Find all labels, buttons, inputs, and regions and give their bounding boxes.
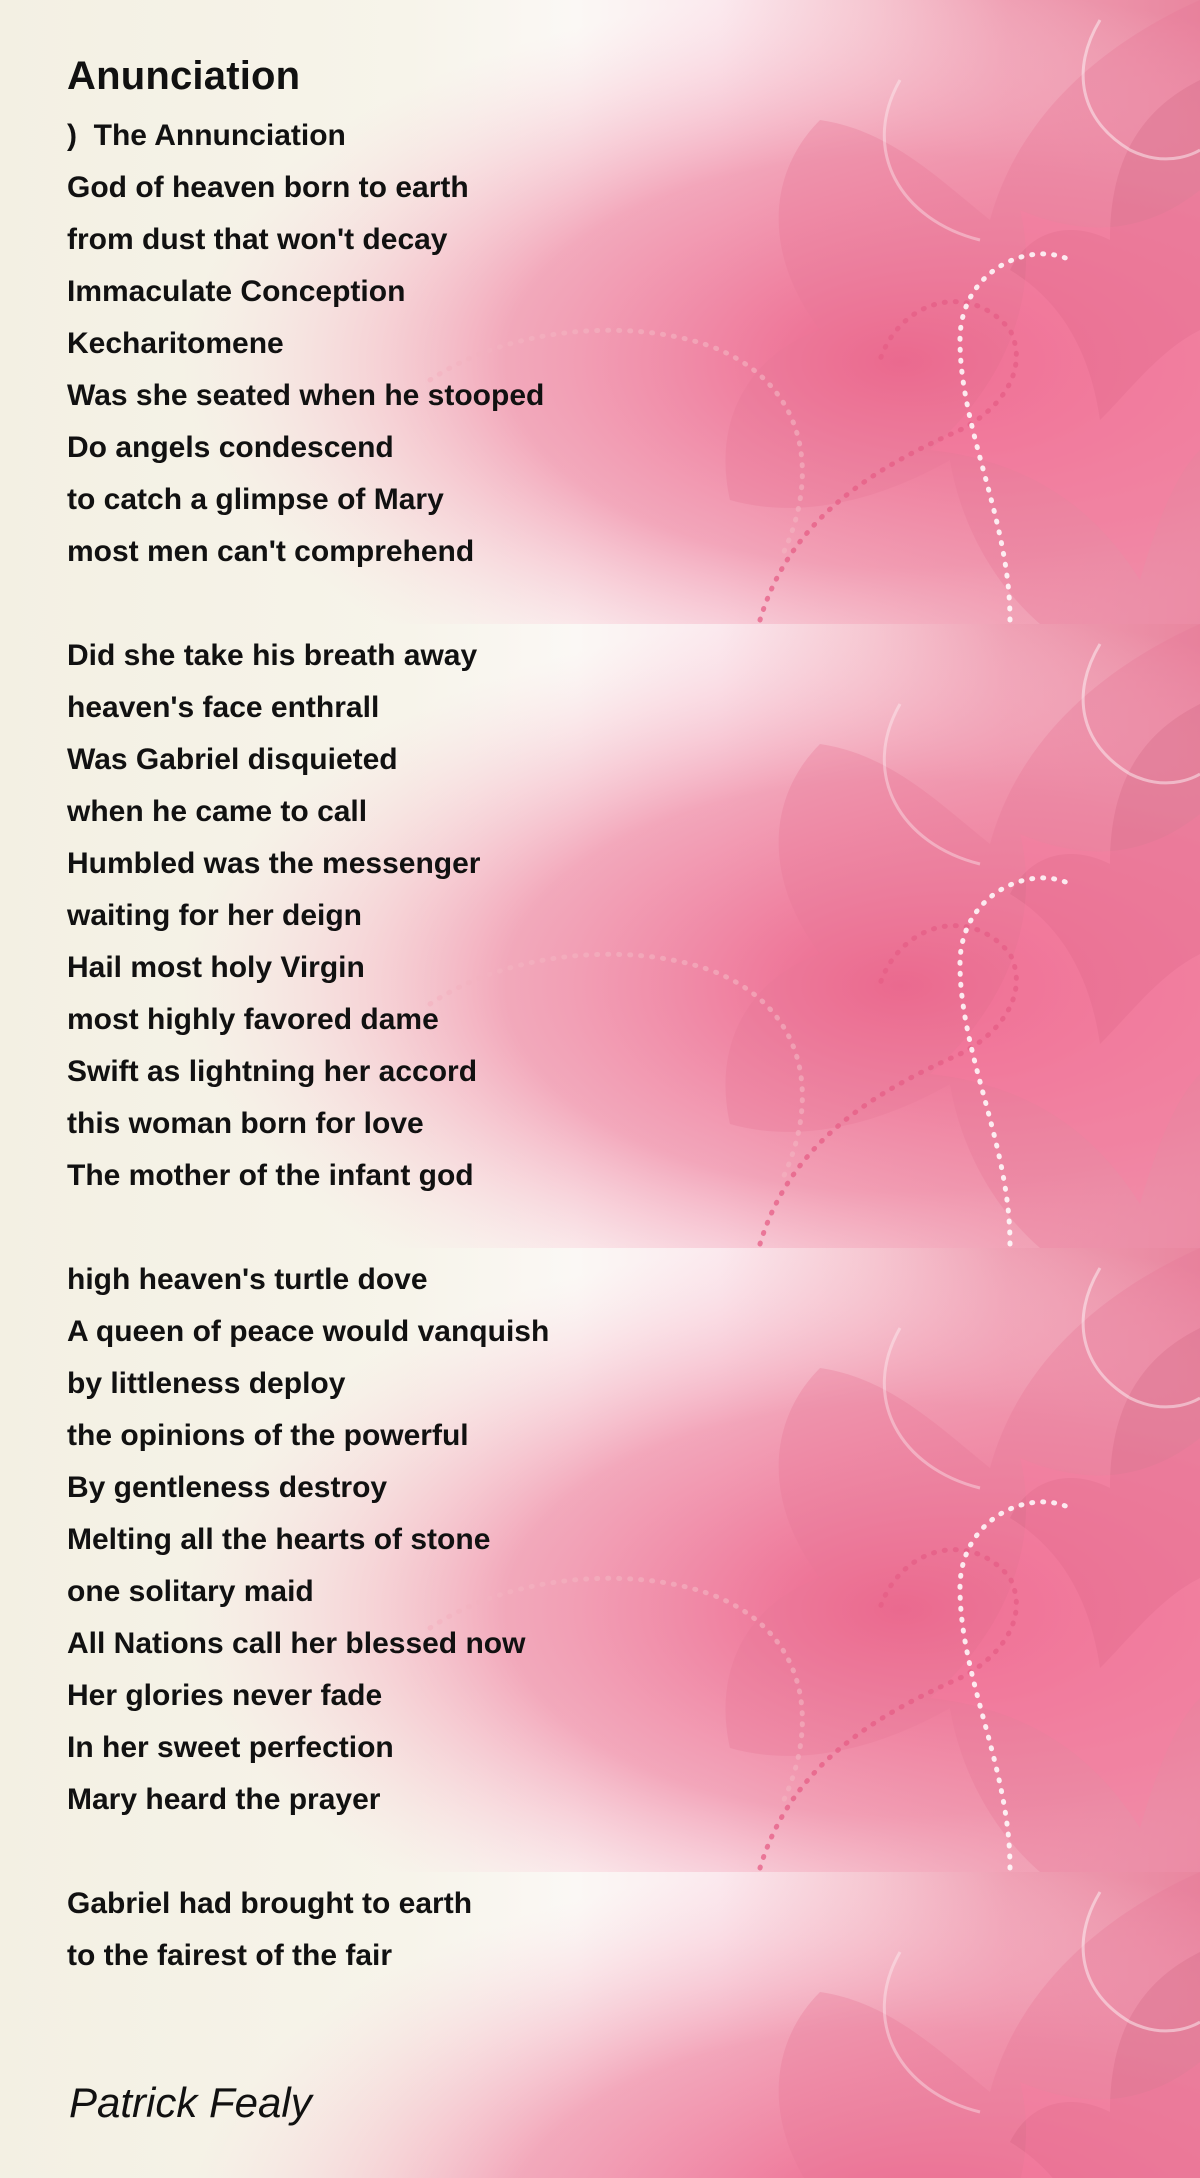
poem-line: from dust that won't decay <box>67 223 448 256</box>
poem-line: high heaven's turtle dove <box>67 1263 428 1296</box>
poem-line: Mary heard the prayer <box>67 1783 381 1816</box>
poem-line: Her glories never fade <box>67 1679 383 1712</box>
poem-line: when he came to call <box>67 795 368 828</box>
poem-line: to the fairest of the fair <box>67 1939 393 1972</box>
stanza-4 <box>67 1878 687 1982</box>
poem-line: Did she take his breath away <box>67 639 478 672</box>
poem-title: Anunciation <box>67 54 301 98</box>
poem-line: Do angels condescend <box>67 431 394 464</box>
poem-line: this woman born for love <box>67 1107 424 1140</box>
poem-line: most men can't comprehend <box>67 535 475 568</box>
poem-line: to catch a glimpse of Mary <box>67 483 444 516</box>
poem-body <box>67 110 687 1982</box>
poem-line: God of heaven born to earth <box>67 171 469 204</box>
poem-line: A queen of peace would vanquish <box>67 1315 550 1348</box>
poem-line: Humbled was the messenger <box>67 847 481 880</box>
poem-line: one solitary maid <box>67 1575 314 1608</box>
poem-line: Was Gabriel disquieted <box>67 743 398 776</box>
poem-line: Swift as lightning her accord <box>67 1055 478 1088</box>
poem-line: All Nations call her blessed now <box>67 1627 526 1660</box>
poem-line: Melting all the hearts of stone <box>67 1523 491 1556</box>
poem-line: by littleness deploy <box>67 1367 346 1400</box>
poem-line: waiting for her deign <box>67 899 363 932</box>
poem-line: ) The Annunciation <box>67 119 346 152</box>
stanza-1 <box>67 110 687 578</box>
poem-line: heaven's face enthrall <box>67 691 380 724</box>
poem-line: By gentleness destroy <box>67 1471 388 1504</box>
poem-line: The mother of the infant god <box>67 1159 474 1192</box>
poem-line: Immaculate Conception <box>67 275 406 308</box>
poem-line: most highly favored dame <box>67 1003 439 1036</box>
poem-page <box>67 50 687 1982</box>
poem-line: In her sweet perfection <box>67 1731 394 1764</box>
poem-line: Was she seated when he stooped <box>67 379 545 412</box>
poem-line: Hail most holy Virgin <box>67 951 365 984</box>
poem-author: Patrick Fealy <box>69 2079 312 2126</box>
poem-line: the opinions of the powerful <box>67 1419 469 1452</box>
stanza-2 <box>67 630 687 1202</box>
stanza-3 <box>67 1254 687 1826</box>
poem-line: Gabriel had brought to earth <box>67 1887 473 1920</box>
poem-line: Kecharitomene <box>67 327 284 360</box>
